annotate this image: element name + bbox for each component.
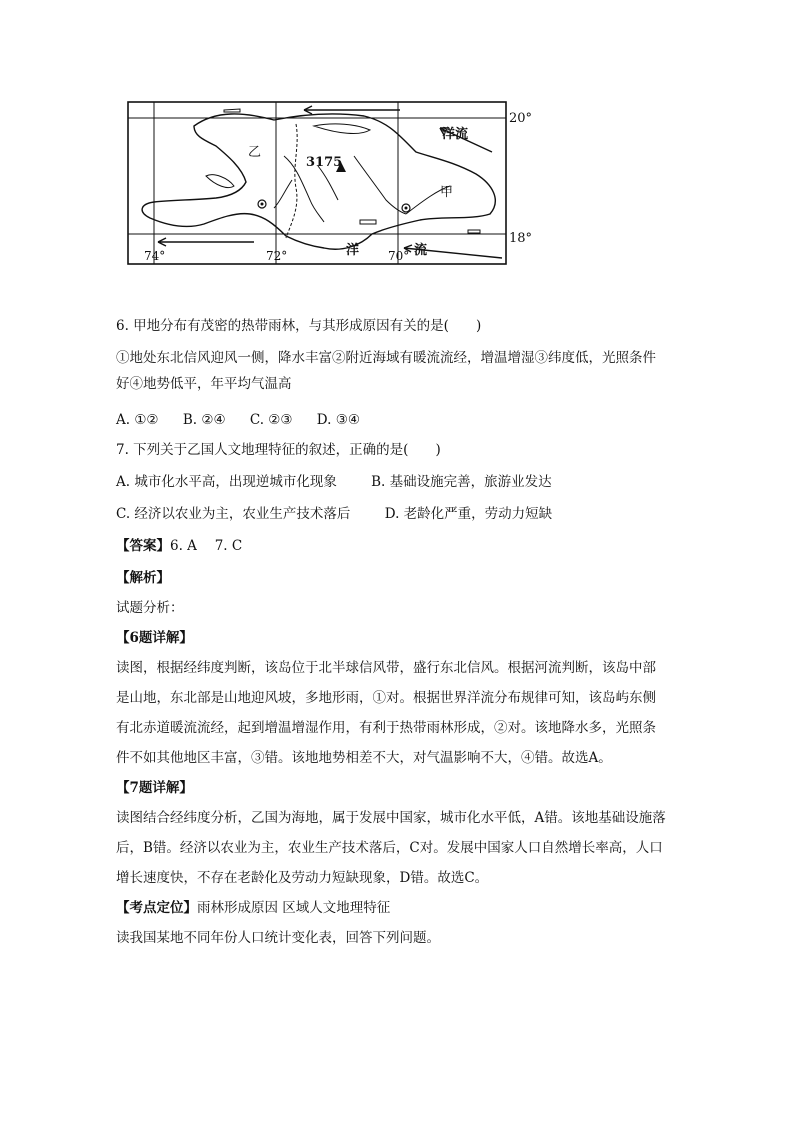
detail6-label: 【6题详解】 (116, 630, 193, 646)
q7-option-b: B. 基础设施完善，旅游业发达 (371, 474, 552, 490)
q6-stem: 6. 甲地分布有茂密的热带雨林，与其形成原因有关的是( ) (116, 318, 482, 334)
answer-text: 6. A 7. C (170, 538, 243, 554)
label-yi: 乙 (248, 145, 262, 160)
lon-label-70: 70° (388, 249, 410, 263)
map-svg (124, 96, 544, 266)
river (318, 166, 338, 200)
small-island (224, 109, 240, 112)
q7-options-row-2 (116, 504, 552, 524)
capital-dot (405, 207, 408, 210)
lon-label-72: 72° (266, 249, 288, 263)
current-label-bottom-2: 流 (414, 243, 428, 258)
q6-statements-line-1: ①地处东北信风迎风一侧，降水丰富②附近海域有暖流流经，增温增湿③纬度低，光照条件 (116, 350, 656, 366)
detail6-line: 有北赤道暖流流经，起到增温增湿作用，有利于热带雨林形成，②对。该地降水多，光照条 (116, 720, 656, 736)
hispaniola-map (124, 96, 544, 266)
kaodian-label: 【考点定位】 (116, 900, 197, 916)
detail7-label: 【7题详解】 (116, 780, 193, 796)
elevation-label: 3175 (306, 155, 343, 170)
lake-shape (206, 175, 234, 188)
kaodian-text: 雨林形成原因 区域人文地理特征 (197, 900, 391, 916)
river (274, 180, 292, 208)
detail7-line: 后，B错。经济以农业为主，农业生产技术落后，C对。发展中国家人口自然增长率高，人口 (116, 840, 663, 856)
lat-label-20: 20° (509, 111, 533, 126)
q6-option-c: C. ②③ (249, 412, 293, 428)
label-jia: 甲 (440, 185, 454, 200)
q6-option-a: A. ①② (116, 412, 159, 428)
q7-option-d: D. 老龄化严重，劳动力短缺 (384, 506, 553, 522)
detail6-line: 件不如其他地区丰富，③错。该地地势相差不大，对气温影响不大，④错。故选A。 (116, 750, 612, 766)
analysis-label: 【解析】 (116, 570, 170, 586)
detail6-line: 读图，根据经纬度判断，该岛位于北半球信风带，盛行东北信风。根据河流判断，该岛中部 (116, 660, 656, 676)
q7-option-c: C. 经济以农业为主，农业生产技术落后 (116, 506, 351, 522)
answer-line (116, 536, 242, 556)
q6-options (116, 410, 360, 430)
q7-stem: 7. 下列关于乙国人文地理特征的叙述，正确的是( ) (116, 442, 441, 458)
q6-option-d: D. ③④ (316, 412, 360, 428)
lon-label-74: 74° (144, 249, 166, 263)
kaodian-line (116, 898, 390, 918)
q6-option-b: B. ②④ (182, 412, 226, 428)
current-label-top: 洋流 (442, 127, 469, 142)
capital-dot (261, 203, 264, 206)
q7-options-row-1 (116, 472, 552, 492)
bay-shape (314, 124, 370, 134)
lat-label-18: 18° (509, 231, 533, 246)
detail7-line: 增长速度快，不存在老龄化及劳动力短缺现象，D错。故选C。 (116, 870, 489, 886)
next-question-prompt: 读我国某地不同年份人口统计变化表，回答下列问题。 (116, 930, 440, 946)
small-island-south (360, 220, 376, 224)
q6-statements-line-2: 好④地势低平，年平均气温高 (116, 376, 292, 392)
current-label-bottom-1: 洋 (346, 243, 360, 258)
q7-option-a: A. 城市化水平高，出现逆城市化现象 (116, 474, 337, 490)
small-island-east (468, 230, 480, 233)
detail7-line: 读图结合经纬度分析，乙国为海地，属于发展中国家，城市化水平低，A错。该地基础设施落 (116, 810, 666, 826)
analysis-intro: 试题分析： (116, 600, 184, 616)
answer-label: 【答案】 (116, 538, 170, 554)
detail6-line: 是山地，东北部是山地迎风坡，多地形雨，①对。根据世界洋流分布规律可知，该岛屿东侧 (116, 690, 656, 706)
